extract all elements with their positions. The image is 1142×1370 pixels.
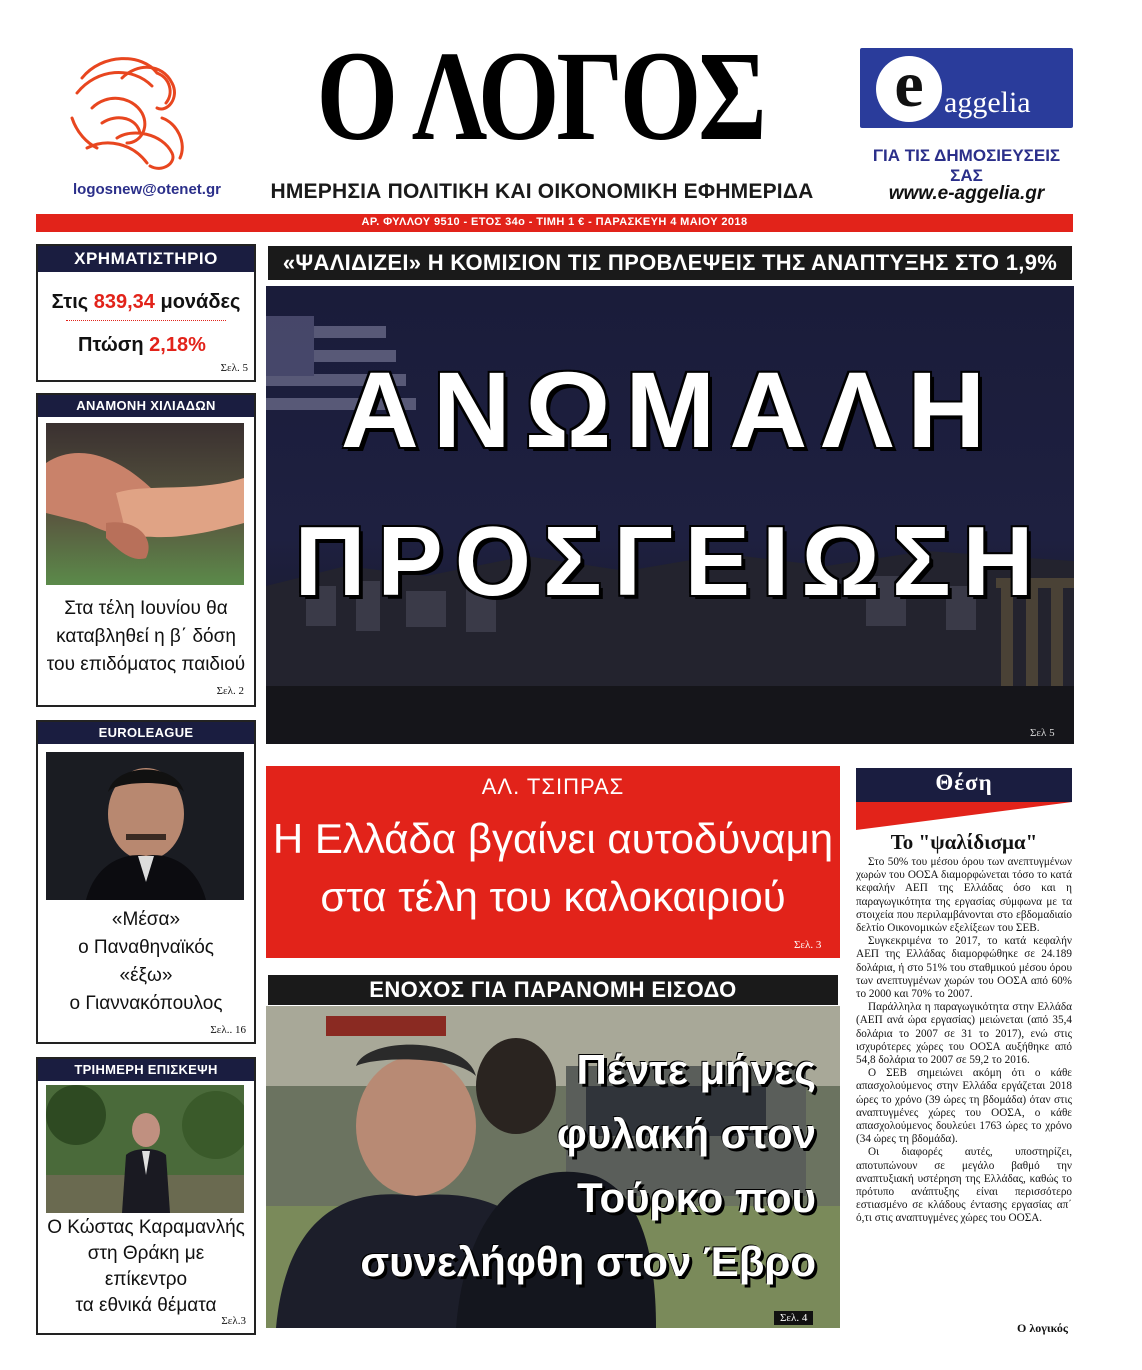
stock-index-value: 839,34 — [93, 291, 155, 313]
border-story-headline-line: Τούρκο που — [576, 1174, 816, 1221]
newspaper-title: Ο ΛΟΓΟΣ — [316, 25, 764, 167]
lead-headline-line1[interactable]: ΑΝΩΜΑΛΗ — [340, 349, 1000, 470]
border-story-header[interactable]: ΕΝΟΧΟΣ ΓΙΑ ΠΑΡΑΝΟΜΗ ΕΙΣΟΔΟ — [268, 975, 838, 1005]
stock-page-ref: Σελ. 5 — [220, 362, 248, 374]
sidebar-story-text — [38, 1215, 254, 1319]
stock-index-suffix: μονάδες — [160, 291, 241, 313]
sidebar-page-ref: Σελ. 2 — [216, 685, 244, 697]
lead-page-ref: Σελ 5 — [1030, 727, 1055, 739]
sidebar-story-header: ΤΡΙΗΜΕΡΗ ΕΠΙΣΚΕΨΗ — [38, 1059, 254, 1081]
sidebar-story-euroleague[interactable] — [36, 720, 256, 1044]
sidebar-story-line: Ο Κώστας Καραμανλής — [47, 1217, 245, 1238]
issue-info-text: ΑΡ. ΦΥΛΛΟΥ 9510 - ΕΤΟΣ 34ο - ΤΙΜΗ 1 € - ΠΑΡΑΣΚΕΥΗ 4 ΜΑΙΟΥ 2018 — [361, 216, 748, 228]
ad-tagline: ΓΙΑ ΤΙΣ ΔΗΜΟΣΙΕΥΣΕΙΣ ΣΑΣ — [872, 146, 1061, 185]
stock-index-line — [38, 291, 254, 314]
sidebar-page-ref: Σελ.3 — [221, 1315, 246, 1327]
sidebar-story-line: ο Παναθηναϊκός — [78, 937, 214, 958]
sidebar-story-header: ΑΝΑΜΟΝΗ ΧΙΛΙΑΔΩΝ — [38, 395, 254, 417]
sidebar-story-line: ο Γιαννακόπουλος — [69, 993, 223, 1014]
opinion-signature: Ο λογικός — [1017, 1321, 1068, 1335]
stock-market-box[interactable] — [36, 244, 256, 382]
opinion-paragraph: Οι διαφορές αυτές, υποστηρίζει, αποτυπώνουν σε μεγάλο βαθμό την αναπτυξιακή υστέρηση της Ελλάδας, καθώς το πρότυπο ανάπτυξης είναι περισσότερο εστιασμένο σε κλάδους έντασης εργασίας απ΄ ό,τι στις αναπτυγμένες χώρες του ΟΟΣΑ. — [856, 1146, 1072, 1225]
visit-photo — [46, 1085, 244, 1213]
sidebar-story-karamanlis[interactable] — [36, 1057, 256, 1335]
sidebar-story-line: του επιδόματος παιδιού — [46, 654, 246, 675]
e-aggelia-logo-word: aggelia — [944, 86, 1031, 119]
sidebar-story-text — [38, 906, 254, 1018]
tsipras-headline[interactable] — [266, 810, 840, 926]
opinion-paragraph: Ο ΣΕΒ σημειώνει ακόμη ότι ο κάθε απασχολούμενος στην Ελλάδα εργάζεται 2018 ώρες το χρόνο (39 ώρες τη βδομάδα) όταν στις αναπτυγμένες χώρες του ΟΟΣΑ, ο κάθε απασχολούμενος δουλεύει 1763 ώρες το χρόνο (34 ώρες τη βδομάδα). — [856, 1067, 1072, 1146]
opinion-paragraph: Στο 50% του μέσου όρου των ανεπτυγμένων χωρών του ΟΟΣΑ διαμορφώνεται τόσο το κατά κεφαλήν ΑΕΠ της Ελλάδας όσο και η παραγωγικότητα της εργασίας σύμφωνα με τα στοιχεία που περιλαμβάνονται στο εβδομαδιαίο δελτίο Οικονομικών εξελίξεων του ΣΕΒ. — [856, 856, 1072, 935]
sidebar-story-line: καταβληθεί η β΄ δόση — [56, 626, 236, 647]
opinion-label: Θέση — [935, 770, 993, 795]
opinion-paragraph: Παράλληλα η παραγωγικότητα στην Ελλάδα (ΑΕΠ ανά ώρα εργασίας) μειώνεται (από 35,4 δολάρια το 2007 σε 31 το 2017), ενώ στις ισχυρότερες χώρες του ΟΟΣΑ αυξήθηκε από 54,8 δολάρια το 2007 σε 59,2 το 2016. — [856, 1001, 1072, 1067]
opinion-paragraph: Συγκεκριμένα το 2017, το κατά κεφαλήν ΑΕΠ της Ελλάδας διαμορφώθηκε σε 24.189 δολάρια, ή στο 51% του σταθμικού μέσου όρου των ανεπτυγμένων χωρών του ΟΟΣΑ από 60% το 2000 και 70% το 2007. — [856, 935, 1072, 1001]
ad-url-link[interactable]: www.e-aggelia.gr — [888, 183, 1045, 204]
hands-photo — [46, 423, 244, 585]
lead-kicker[interactable]: «ΨΑΛΙΔΙΖΕΙ» Η ΚΟΜΙΣΙΟΝ ΤΙΣ ΠΡΟΒΛΕΨΕΙΣ ΤΗΣ ΑΝΑΠΤΥΞΗΣ ΣΤΟ 1,9% — [268, 246, 1072, 280]
stock-change-prefix: Πτώση — [78, 334, 144, 356]
e-aggelia-logo-icon: e — [876, 56, 942, 122]
tsipras-kicker: ΑΛ. ΤΣΙΠΡΑΣ — [481, 774, 625, 799]
lead-headline-line2[interactable]: ΠΡΟΣΓΕΙΩΣΗ — [294, 506, 1046, 616]
border-story-headline[interactable] — [300, 1038, 840, 1294]
border-story-page-ref: Σελ. 4 — [774, 1311, 813, 1325]
border-story-headline-line: φυλακή στον — [556, 1110, 816, 1157]
sidebar-story-header: EUROLEAGUE — [38, 722, 254, 744]
sidebar-story-line: στη Θράκη με — [87, 1243, 205, 1264]
opinion-label-triangle — [856, 802, 1072, 830]
border-story-headline-line: συνελήφθη στον Έβρο — [360, 1238, 816, 1285]
newspaper-logo-graphic — [62, 48, 212, 178]
sidebar-story-line: «έξω» — [119, 965, 173, 986]
sidebar-story-line: Στα τέλη Ιουνίου θα — [64, 598, 228, 619]
stock-divider — [66, 320, 226, 321]
sidebar-story-line: τα εθνικά θέματα — [75, 1295, 217, 1316]
stock-change-value: 2,18% — [149, 334, 206, 356]
stock-index-prefix: Στις — [51, 291, 89, 313]
sidebar-story-child-benefit[interactable] — [36, 393, 256, 707]
opinion-body — [856, 856, 1072, 1226]
contact-email[interactable]: logosnew@otenet.gr — [73, 181, 221, 198]
newspaper-subtitle: ΗΜΕΡΗΣΙΑ ΠΟΛΙΤΙΚΗ ΚΑΙ ΟΙΚΟΝΟΜΙΚΗ ΕΦΗΜΕΡΙΔΑ — [270, 180, 814, 203]
sidebar-story-line: «Μέσα» — [111, 909, 181, 930]
tsipras-headline-line: στα τέλη του καλοκαιριού — [320, 873, 786, 920]
portrait-photo — [46, 752, 244, 900]
tsipras-page-ref: Σελ. 3 — [794, 939, 822, 951]
sidebar-story-line: επίκεντρο — [104, 1269, 188, 1290]
tsipras-headline-line: Η Ελλάδα βγαίνει αυτοδύναμη — [272, 815, 834, 862]
opinion-title[interactable]: Το "ψαλίδισμα" — [890, 830, 1038, 854]
stock-change-line — [78, 334, 206, 357]
sidebar-page-ref: Σελ.. 16 — [210, 1024, 246, 1036]
sidebar-story-text — [38, 595, 254, 679]
stock-market-header: ΧΡΗΜΑΤΙΣΤΗΡΙΟ — [38, 246, 254, 272]
border-story-headline-line: Πέντε μήνες — [576, 1046, 816, 1093]
